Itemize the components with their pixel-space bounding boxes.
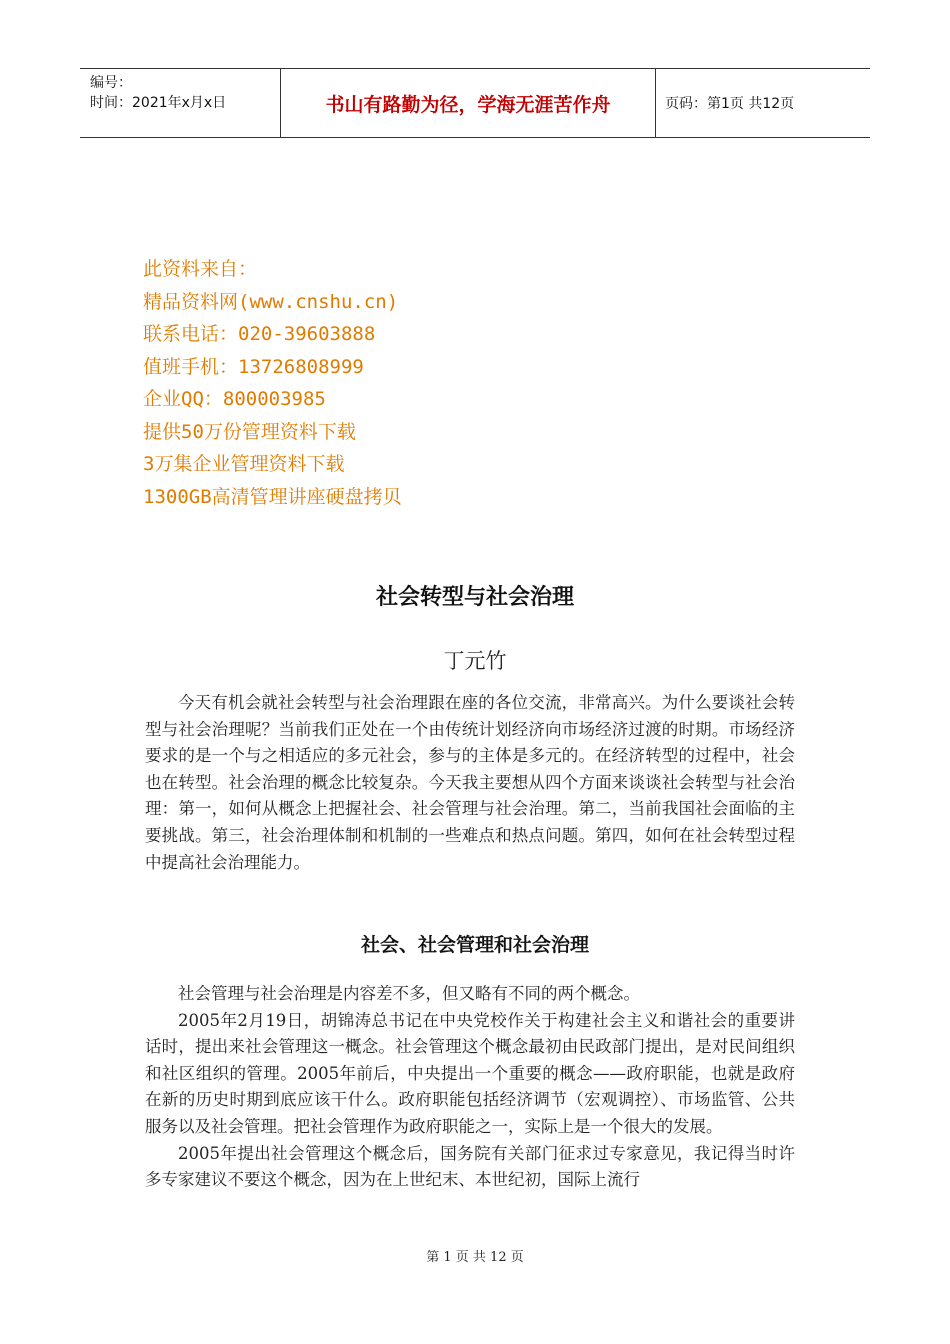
body-paragraph: 2005年2月19日，胡锦涛总书记在中央党校作关于构建社会主义和谐社会的重要讲话时，提出来社会管理这一概念。社会管理这个概念最初由民政部门提出，是对民间组织和社区组织的管理。2005年前后，中央提出一个重要的概念——政府职能，也就是政府在新的历史时期到底应该干什么。政府职能包括经济调节（宏观调控）、市场监管、公共服务以及社会管理。把社会管理作为政府职能之一，实际上是一个很大的发展。 bbox=[145, 1010, 795, 1136]
source-line: 3万集企业管理资料下载 bbox=[143, 453, 345, 475]
article-author: 丁元竹 bbox=[443, 649, 507, 673]
header-page-info: 页码：第1页 共12页 bbox=[665, 96, 795, 112]
source-info-block bbox=[143, 253, 402, 513]
article-title: 社会转型与社会治理 bbox=[375, 585, 574, 610]
source-line: 值班手机：13726808999 bbox=[143, 355, 364, 378]
source-line: 此资料来自： bbox=[143, 258, 258, 280]
source-line: 精品资料网(www.cnshu.cn) bbox=[143, 290, 399, 313]
header-meta bbox=[90, 73, 226, 113]
body-paragraph: 2005年提出社会管理这个概念后，国务院有关部门征求过专家意见，我记得当时许多专家建议不要这个概念，因为在上世纪末、本世纪初，国际上流行 bbox=[145, 1143, 795, 1190]
document-number-label: 编号： bbox=[90, 75, 132, 91]
page-footer: 第 1 页 共 12 页 bbox=[426, 1250, 524, 1265]
source-line: 1300GB高清管理讲座硬盘拷贝 bbox=[143, 485, 402, 508]
section-heading: 社会、社会管理和社会治理 bbox=[360, 934, 589, 956]
source-line: 提供50万份管理资料下载 bbox=[143, 420, 356, 443]
page-header bbox=[80, 68, 870, 138]
source-line: 联系电话：020-39603888 bbox=[143, 323, 376, 345]
section-body bbox=[145, 981, 795, 1194]
header-divider bbox=[655, 69, 656, 137]
source-line: 企业QQ：800003985 bbox=[143, 388, 326, 410]
body-paragraph: 社会管理与社会治理是内容差不多，但又略有不同的两个概念。 bbox=[178, 984, 640, 1003]
intro-paragraph-block bbox=[145, 690, 795, 876]
document-date: 时间：2021年x月x日 bbox=[90, 95, 227, 111]
intro-paragraph: 今天有机会就社会转型与社会治理跟在座的各位交流，非常高兴。为什么要谈社会转型与社会治理呢？当前我们正处在一个由传统计划经济向市场经济过渡的时期。市场经济要求的是一个与之相适应的多元社会，参与的主体是多元的。在经济转型的过程中，社会也在转型。社会治理的概念比较复杂。今天我主要想从四个方面来谈谈社会转型与社会治理：第一，如何从概念上把握社会、社会管理与社会治理。第二，当前我国社会面临的主要挑战。第三，社会治理体制和机制的一些难点和热点问题。第四，如何在社会转型过程中提高社会治理能力。 bbox=[145, 693, 795, 872]
header-motto: 书山有路勤为径，学海无涯苦作舟 bbox=[325, 93, 611, 116]
